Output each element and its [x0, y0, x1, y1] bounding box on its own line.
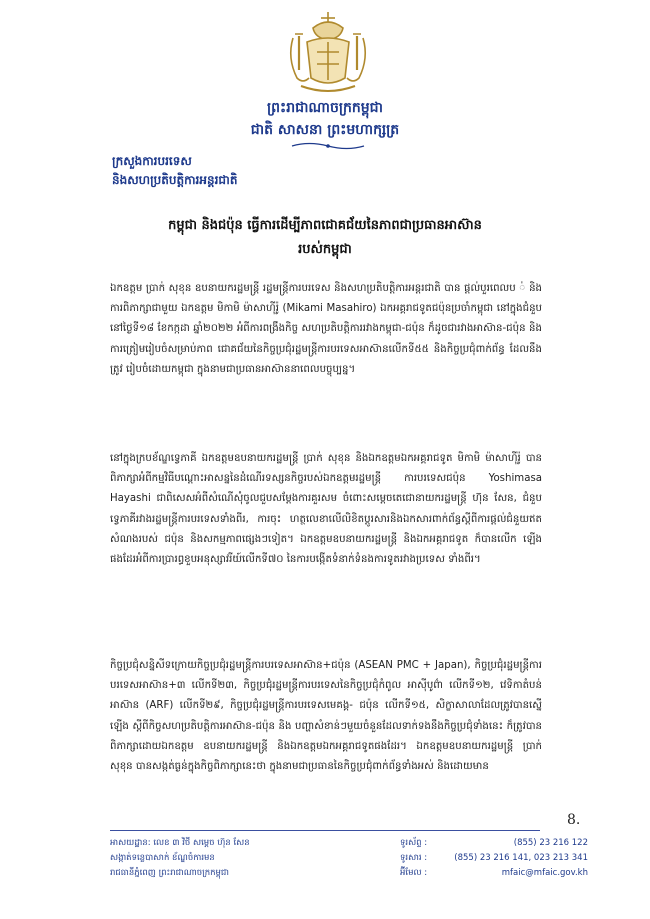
page-number: 8. — [567, 812, 581, 828]
address-line: សង្កាត់ទន្លេបាសាក់ ខ័ណ្ឌចំការមន — [110, 853, 215, 863]
body-paragraph: ឯកឧត្តម ប្រាក់ សុខុន ឧបនាយករដ្ឋមន្ត្រី រដ្ឋមន្ត្រីការបរទេស និងសហប្រតិបត្តិការអន្តរជាតិ បាន ផ្ដល់បួរពេលប ់ និងការពិភាក្សាជាមួយ ឯកឧត្តម មិកាមិ ម៉ាសាហ៊ីរ៉ូ (Mikami Masahiro) ឯកអគ្គរាជទូតជប៉ុនប្រចាំកម្ពុជា នៅក្នុងជំនួបនៅថ្ងៃទី១៨ ខែកក្កដា ឆ្នាំ២០២២ អំពីការពង្រឹងកិច្ច សហប្រតិបត្តិការរវាងកម្ពុជា-ជប៉ុន ក៏ដូចជារវាងអាស៊ាន-ជប៉ុន និងការត្រៀមរៀបចំសម្រាប់ភាព ជោគជ័យនៃកិច្ចប្រជុំរដ្ឋមន្ត្រីការបរទេសអាស៊ានលើកទី៥៥ និងកិច្ចប្រជុំពាក់ព័ន្ធ ដែលនឹងត្រូវ រៀបចំដោយកម្ពុជា ក្នុងនាមជាប្រធានអាស៊ាននាពេលបច្ចុប្បន្ន។ — [110, 283, 542, 375]
body-paragraph: នៅក្នុងក្របខ័ណ្ឌទ្វេភាគី ឯកឧត្តមឧបនាយករដ្ឋមន្ត្រី ប្រាក់ សុខុន និងឯកឧត្តមឯកអគ្គរាជទូត មិកាមិ ម៉ាសាហ៊ីរ៉ូ បានពិភាក្សាអំពីកម្មវិធីបណ្ដោះអាសន្ននៃដំណើរទស្សនកិច្ចរបស់ឯកឧត្តមរដ្ឋមន្ត្រី ការបរទេសជប៉ុន Yoshimasa Hayashi ជាពិសេសអំពីសំណើសុំចូលជួបសម្ដែងការគួរសម ចំពោះសម្ដេចតេជោនាយករដ្ឋមន្ត្រី ហ៊ុន សែន, ជំនួបទ្វេភាគីរវាងរដ្ឋមន្ត្រីការបរទេសទាំងពីរ, ការចុះ ហត្ថលេខាលើលិខិតប្ដូរសារនិងឯកសារពាក់ព័ន្ធស្ដីពីការផ្ដល់ជំនួយឥតសំណងរបស់ ជប៉ុន និងសកម្មភាពផ្សេងៗទៀត។ ឯកឧត្តមឧបនាយករដ្ឋមន្ត្រី និងឯកអគ្គរាជទូត ក៏បានលើក ឡើងផងដែរអំពីការប្រារព្ធខួបអនុស្សាវរីយ៍លើកទី៧០ នៃការបង្កើតទំនាក់ទំនងការទូតរវាងប្រទេស ទាំងពីរ។ — [110, 453, 542, 566]
document-title-line2: របស់កម្ពុជា — [298, 242, 352, 257]
kingdom-name: ព្រះរាជាណាចក្រកម្ពុជា — [266, 100, 383, 116]
fax-row — [400, 851, 588, 866]
email-label: អ៊ីមែល : — [400, 868, 428, 878]
phone-label: ទូរស័ព្ទ : — [400, 838, 428, 848]
phone-number: (855) 23 216 122 — [513, 838, 588, 848]
email-row — [400, 866, 588, 881]
address-line: អាសយដ្ឋាន: លេខ ៣ វិថី សម្ដេច ហ៊ុន សែន — [110, 838, 250, 848]
ministry-name-line1: ក្រសួងការបរទេស — [112, 154, 192, 168]
address-line: រាជធានីភ្នំពេញ ព្រះរាជាណាចក្រកម្ពុជា — [110, 868, 229, 878]
ministry-name-line2: និងសហប្រតិបត្តិការអន្តរជាតិ — [112, 173, 238, 187]
national-motto: ជាតិ សាសនា ព្រះមហាក្សត្រ — [250, 122, 400, 138]
email-address[interactable]: mfaic@mfaic.gov.kh — [501, 868, 588, 878]
phone-row — [400, 836, 588, 851]
footer-contacts — [400, 836, 588, 881]
fax-number: (855) 23 216 141, 023 213 341 — [454, 853, 588, 863]
footer-divider — [110, 830, 540, 831]
ornament-divider-icon — [290, 141, 366, 151]
body-paragraph: កិច្ចប្រជុំសន្និសីទក្រោយកិច្ចប្រជុំរដ្ឋមន្ត្រីការបរទេសអាស៊ាន+ជប៉ុន (ASEAN PMC + Japan), កិច្ចប្រជុំរដ្ឋមន្ត្រីការបរទេសអាស៊ាន+៣ លើកទី២៣, កិច្ចប្រជុំរដ្ឋមន្ត្រីការបរទេសនៃកិច្ចប្រជុំកំពូល អាស៊ីបូព៌ា លើកទី១២, វេទិកាតំបន់អាស៊ាន (ARF) លើកទី២៩, កិច្ចប្រជុំរដ្ឋមន្ត្រីការបរទេសមេគង្គ- ជប៉ុន លើកទី១៥, សិក្ខាសាលាដែលត្រូវបានស្នើឡើង ស្ដីពីកិច្ចសហប្រតិបត្តិការអាស៊ាន-ជប៉ុន និង បញ្ហាសំខាន់ៗមួយចំនួនដែលទាក់ទងនឹងកិច្ចប្រជុំទាំងនេះ ក៏ត្រូវបានពិភាក្សាដោយឯកឧត្តម ឧបនាយករដ្ឋមន្ត្រី និងឯកឧត្តមឯកអគ្គរាជទូតផងដែរ។ ឯកឧត្តមឧបនាយករដ្ឋមន្ត្រី ប្រាក់ សុខុន បានសង្កត់ធ្ងន់ក្នុងកិច្ចពិភាក្សានេះថា ក្នុងនាមជាប្រធាននៃកិច្ចប្រជុំពាក់ព័ន្ធទាំងអស់ និងដោយមាន — [110, 660, 542, 773]
fax-label: ទូរសារ : — [400, 853, 428, 863]
footer-address — [110, 836, 250, 881]
document-title: កម្ពុជា និងជប៉ុន ធ្វើការដើម្បីភាពជោគជ័យនៃភាពជាប្រធានអាស៊ាន — [168, 218, 482, 233]
royal-emblem-icon — [283, 8, 373, 96]
